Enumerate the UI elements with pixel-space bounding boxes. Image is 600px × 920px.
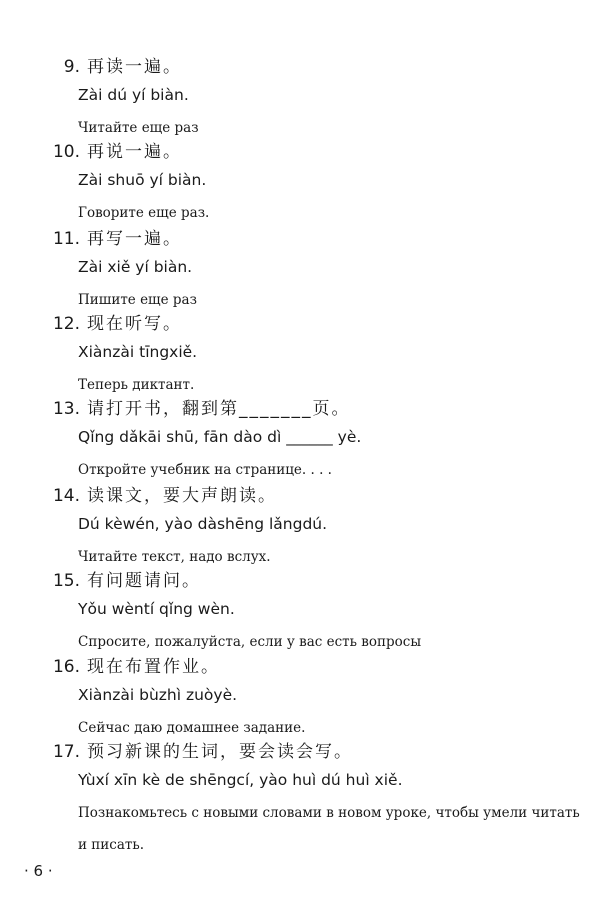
phrase-item-17 <box>52 737 582 853</box>
pinyin-line: Dú kèwén, yào dàshēng lǎngdú. <box>78 515 328 533</box>
item-number: 14. <box>52 486 80 506</box>
item-number: 16. <box>52 657 80 677</box>
item-number: 11. <box>52 229 80 249</box>
russian-translation: Познакомьтесь с новыми словами в новом уроке, чтобы умели читать <box>78 805 580 821</box>
pinyin-line: Yùxí xīn kè de shēngcí, yào huì dú huì xiě. <box>78 771 403 789</box>
russian-translation: Говорите еще раз. <box>78 205 210 221</box>
chinese-phrase: 现在听写。 <box>87 314 182 334</box>
russian-translation: Читайте текст, надо вслух. <box>78 549 271 565</box>
russian-translation: Читайте еще раз <box>78 120 199 136</box>
chinese-phrase: 预习新课的生词，要会读会写。 <box>87 742 353 762</box>
pinyin-line: Xiànzài tīngxiě. <box>78 343 198 361</box>
pinyin-line: Zài xiě yí biàn. <box>78 258 193 276</box>
pinyin-line: Zài shuō yí biàn. <box>78 171 207 189</box>
chinese-phrase: 读课文，要大声朗读。 <box>87 486 277 506</box>
page-number: · 6 · <box>24 862 53 880</box>
item-number: 10. <box>52 142 80 162</box>
chinese-phrase: 有问题请问。 <box>87 571 201 591</box>
russian-translation: Откройте учебник на странице. . . . <box>78 462 332 478</box>
phrase-item-12 <box>52 309 582 393</box>
pinyin-line: Qǐng dǎkāi shū, fān dào dì ______ yè. <box>78 428 362 446</box>
phrase-item-14 <box>52 481 582 565</box>
phrase-item-13 <box>52 394 582 478</box>
russian-translation: Спросите, пожалуйста, если у вас есть вопросы <box>78 634 422 650</box>
chinese-phrase: 再说一遍。 <box>87 142 182 162</box>
pinyin-line: Xiànzài bùzhì zuòyè. <box>78 686 238 704</box>
item-number: 17. <box>52 742 80 762</box>
chinese-phrase: 再写一遍。 <box>87 229 182 249</box>
russian-translation: Теперь диктант. <box>78 377 195 393</box>
phrase-item-9 <box>52 52 582 136</box>
russian-translation: Сейчас даю домашнее задание. <box>78 720 306 736</box>
russian-translation-continued: и писать. <box>78 837 145 853</box>
item-number: 9. <box>63 57 80 77</box>
item-number: 13. <box>52 399 80 419</box>
item-number: 12. <box>52 314 80 334</box>
chinese-phrase: 再读一遍。 <box>87 57 182 77</box>
phrase-item-11 <box>52 224 582 308</box>
chinese-phrase: 请打开书，翻到第_______页。 <box>87 399 351 419</box>
pinyin-line: Yǒu wèntí qǐng wèn. <box>78 600 235 618</box>
phrase-item-15 <box>52 566 582 650</box>
phrase-item-10 <box>52 137 582 221</box>
phrase-item-16 <box>52 652 582 736</box>
pinyin-line: Zài dú yí biàn. <box>78 86 189 104</box>
chinese-phrase: 现在布置作业。 <box>87 657 220 677</box>
item-number: 15. <box>52 571 80 591</box>
russian-translation: Пишите еще раз <box>78 292 197 308</box>
